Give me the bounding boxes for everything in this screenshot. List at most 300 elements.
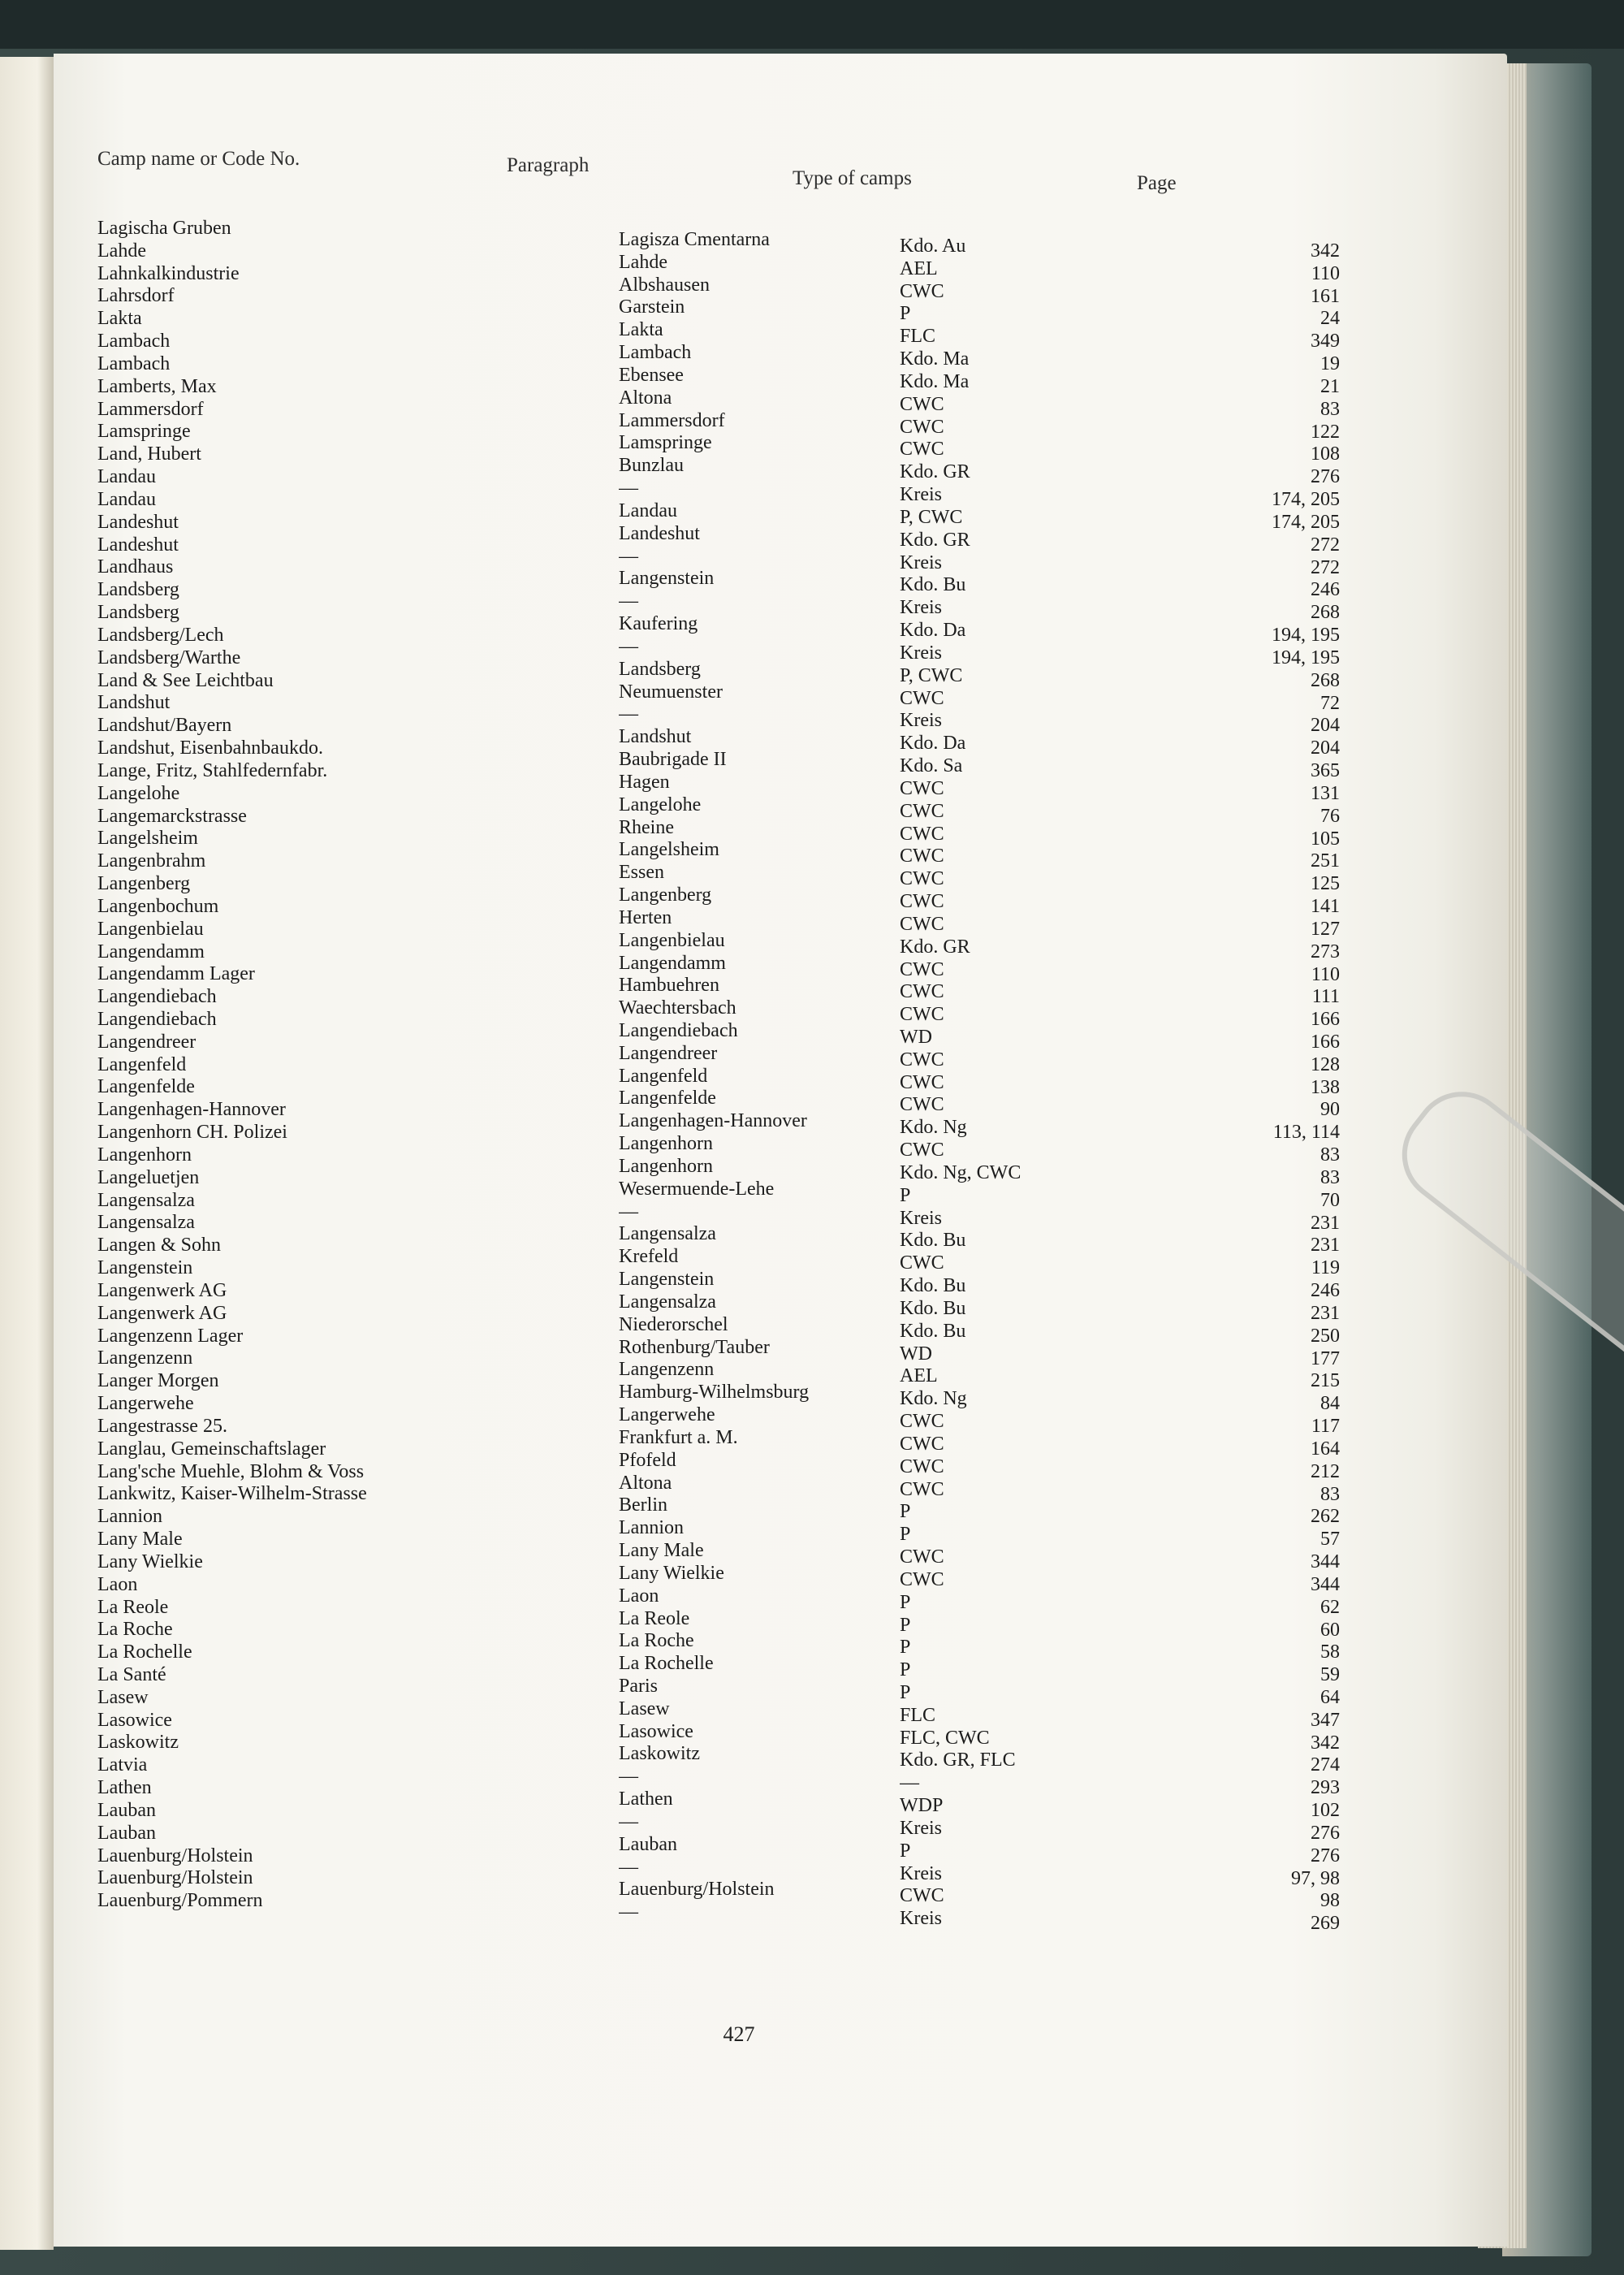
camp-name-entry: Lambach	[97, 352, 171, 374]
paragraph-entry: Lahde	[619, 251, 667, 273]
camp-type-entry: Kdo. Bu	[900, 1297, 966, 1319]
page-reference-entry: 117	[1311, 1416, 1340, 1438]
paragraph-entry: Hagen	[619, 771, 670, 793]
paragraph-entry: Lathen	[619, 1788, 673, 1810]
page-reference-entry: 58	[1320, 1641, 1340, 1663]
camp-name-entry: Lammersdorf	[97, 398, 204, 420]
paragraph-entry: Langensalza	[619, 1223, 716, 1245]
camp-name-entry: Langenfeld	[97, 1053, 187, 1075]
camp-name-entry: Langeluetjen	[97, 1166, 200, 1188]
camp-name-entry: Langendamm	[97, 941, 205, 962]
camp-type-entry: WD	[900, 1026, 932, 1048]
camp-type-entry: Kreis	[900, 551, 942, 573]
paragraph-entry: Altona	[619, 387, 672, 409]
paragraph-entry: Langelsheim	[619, 839, 719, 861]
paragraph-entry: Langenzenn	[619, 1359, 715, 1381]
paragraph-entry: Langelohe	[619, 794, 702, 815]
paragraph-entry: Langenberg	[619, 884, 712, 906]
page-reference-entry: 97, 98	[1291, 1867, 1340, 1889]
page-reference-entry: 125	[1311, 873, 1340, 895]
camp-name-entry: Langemarckstrasse	[97, 805, 247, 827]
camp-type-entry: Kdo. Ma	[900, 370, 970, 392]
camp-type-entry: Kdo. GR	[900, 936, 970, 958]
camp-name-entry: Lambach	[97, 331, 171, 352]
camp-type-entry: Kreis	[900, 710, 942, 732]
paragraph-entry: Berlin	[619, 1494, 667, 1516]
camp-type-entry: P	[900, 1659, 911, 1681]
camp-type-entry: P	[900, 1501, 911, 1523]
paragraph-entry: Baubrigade II	[619, 749, 727, 771]
paragraph-entry: Langenfeld	[619, 1065, 708, 1087]
camp-type-entry: CWC	[900, 1049, 944, 1070]
page-reference-entry: 105	[1311, 828, 1340, 850]
paragraph-entry: Niederorschel	[619, 1313, 728, 1335]
camp-type-entry: CWC	[900, 1252, 944, 1274]
camp-name-entry: Langensalza	[97, 1212, 195, 1234]
camp-type-entry: FLC, CWC	[900, 1727, 990, 1749]
page-reference-entry: 276	[1311, 1845, 1340, 1866]
camp-name-entry: Lahrsdorf	[97, 285, 175, 307]
camp-type-entry: Kreis	[900, 484, 942, 506]
camp-name-entry: Latvia	[97, 1754, 148, 1776]
page-reference-entry: 90	[1320, 1099, 1340, 1121]
camp-type-entry: Kdo. Ng	[900, 1117, 967, 1139]
paragraph-entry: Rothenburg/Tauber	[619, 1336, 770, 1358]
paragraph-entry: Lany Male	[619, 1540, 704, 1562]
camp-type-entry: Kdo. GR	[900, 529, 970, 551]
page-reference-entry: 246	[1311, 1280, 1340, 1302]
page-reference-entry: 127	[1311, 918, 1340, 940]
page-reference-entry: 231	[1311, 1302, 1340, 1324]
camp-type-entry: CWC	[900, 1004, 944, 1026]
camp-type-entry: CWC	[900, 823, 944, 845]
camp-type-entry: Kreis	[900, 1908, 942, 1930]
page-reference-entry: 365	[1311, 760, 1340, 782]
camp-type-entry: CWC	[900, 1140, 944, 1161]
camp-name-entry: Landshut, Eisenbahnbaukdo.	[97, 737, 323, 759]
page-reference-entry: 177	[1311, 1347, 1340, 1369]
page-reference-entry: 102	[1311, 1800, 1340, 1822]
camp-type-entry: AEL	[900, 257, 938, 279]
paragraph-entry: Langerwehe	[619, 1404, 715, 1426]
page-reference-entry: 174, 205	[1272, 511, 1340, 533]
camp-name-entry: Laon	[97, 1573, 138, 1595]
camp-type-entry: Kreis	[900, 1207, 942, 1229]
camp-name-entry: Landshut/Bayern	[97, 715, 232, 737]
camp-type-entry: CWC	[900, 1885, 944, 1907]
camp-type-entry: Kdo. Bu	[900, 574, 966, 596]
header-page: Page	[1137, 172, 1177, 194]
paragraph-entry: Lammersdorf	[619, 409, 725, 431]
camp-name-entry: Landsberg	[97, 579, 179, 601]
page-reference-entry: 57	[1320, 1529, 1340, 1551]
camp-type-entry: P	[900, 1184, 911, 1206]
camp-type-entry: P	[900, 1591, 911, 1613]
camp-name-entry: Langenhagen-Hannover	[97, 1099, 286, 1121]
camp-type-entry: Kdo. GR, FLC	[900, 1750, 1016, 1771]
page-reference-entry: 342	[1311, 1732, 1340, 1754]
camp-type-entry: CWC	[900, 981, 944, 1003]
camp-name-entry: Langen & Sohn	[97, 1235, 221, 1256]
paragraph-entry: Krefeld	[619, 1246, 679, 1268]
camp-type-entry: CWC	[900, 393, 944, 415]
page-reference-entry: 204	[1311, 715, 1340, 737]
camp-type-entry: CWC	[900, 1568, 944, 1590]
camp-name-entry: Lagischa Gruben	[97, 218, 231, 239]
page-reference-entry: 349	[1311, 331, 1340, 352]
page-reference-entry: 131	[1311, 782, 1340, 804]
paragraph-entry: La Reole	[619, 1607, 690, 1629]
camp-name-entry: Landhaus	[97, 556, 174, 578]
camp-name-entry: Lankwitz, Kaiser-Wilhelm-Strasse	[97, 1483, 367, 1505]
page-reference-entry: 84	[1320, 1393, 1340, 1415]
paragraph-entry: —	[619, 703, 638, 725]
paragraph-entry: Paris	[619, 1676, 658, 1697]
page-reference-entry: 251	[1311, 850, 1340, 872]
camp-type-entry: CWC	[900, 958, 944, 980]
paragraph-entry: —	[619, 478, 638, 500]
paragraph-entry: Hamburg-Wilhelmsburg	[619, 1382, 810, 1403]
camp-name-entry: La Reole	[97, 1596, 169, 1618]
camp-type-entry: Kdo. Bu	[900, 1230, 966, 1252]
paragraph-entry: Laskowitz	[619, 1743, 700, 1765]
camp-name-entry: Langendamm Lager	[97, 963, 255, 985]
page-reference-entry: 110	[1311, 963, 1340, 985]
paragraph-entry: Landshut	[619, 726, 692, 748]
paragraph-entry: La Roche	[619, 1630, 694, 1652]
page-reference-entry: 83	[1320, 398, 1340, 420]
page-reference-entry: 161	[1311, 285, 1340, 307]
camp-type-entry: Kdo. Da	[900, 620, 966, 642]
page-reference-entry: 62	[1320, 1596, 1340, 1618]
camp-type-entry: CWC	[900, 868, 944, 890]
paragraph-entry: —	[619, 1856, 638, 1878]
page-reference-entry: 59	[1320, 1664, 1340, 1686]
page-reference-entry: 272	[1311, 556, 1340, 578]
camp-type-entry: P, CWC	[900, 506, 963, 528]
camp-type-entry: CWC	[900, 800, 944, 822]
camp-type-entry: Kdo. Bu	[900, 1320, 966, 1342]
camp-name-entry: Langenfelde	[97, 1076, 195, 1098]
camp-name-entry: Landau	[97, 466, 156, 488]
camp-name-entry: Langendiebach	[97, 1008, 217, 1030]
page-reference-entry: 83	[1320, 1483, 1340, 1505]
camp-name-entry: Langensalza	[97, 1189, 195, 1211]
page-reference-entry: 113, 114	[1272, 1122, 1340, 1144]
camp-type-entry: Kdo. Ng, CWC	[900, 1161, 1021, 1183]
paragraph-entry: Essen	[619, 862, 664, 884]
paragraph-entry: Langenstein	[619, 1269, 715, 1291]
camp-name-entry: La Rochelle	[97, 1641, 192, 1663]
paragraph-entry: Lagisza Cmentarna	[619, 229, 770, 250]
camp-type-entry: CWC	[900, 1546, 944, 1568]
camp-name-entry: Land & See Leichtbau	[97, 669, 274, 691]
camp-name-entry: Lakta	[97, 308, 142, 330]
paragraph-entry: Langenhorn	[619, 1155, 713, 1177]
camp-name-entry: Landeshut	[97, 511, 179, 533]
paragraph-entry: Bunzlau	[619, 455, 684, 477]
camp-type-entry: AEL	[900, 1365, 938, 1387]
page-reference-entry: 98	[1320, 1890, 1340, 1912]
camp-name-entry: Langerwehe	[97, 1393, 194, 1415]
camp-name-entry: La Roche	[97, 1619, 173, 1641]
page-reference-entry: 122	[1311, 421, 1340, 443]
camp-type-entry: P	[900, 1524, 911, 1546]
camp-name-entry: Lahde	[97, 240, 146, 262]
page-reference-entry: 272	[1311, 534, 1340, 556]
camp-type-entry: CWC	[900, 913, 944, 935]
camp-name-entry: Langenzenn Lager	[97, 1325, 244, 1347]
paragraph-entry: —	[619, 1200, 638, 1222]
camp-name-entry: Langenbochum	[97, 895, 219, 917]
camp-type-entry: CWC	[900, 416, 944, 438]
camp-type-entry: P, CWC	[900, 664, 963, 686]
paragraph-entry: —	[619, 635, 638, 657]
camp-name-entry: Landsberg/Lech	[97, 624, 224, 646]
left-page-edge	[0, 57, 54, 2250]
page-reference-entry: 76	[1320, 805, 1340, 827]
camp-name-entry: Lathen	[97, 1777, 152, 1799]
camp-name-entry: Langer Morgen	[97, 1370, 219, 1392]
header-type-of-camps: Type of camps	[793, 167, 912, 189]
page-reference-entry: 268	[1311, 669, 1340, 691]
camp-type-entry: Kdo. Bu	[900, 1275, 966, 1297]
paragraph-entry: Albshausen	[619, 274, 710, 296]
paragraph-entry: Langenfelde	[619, 1088, 716, 1109]
paragraph-entry: La Rochelle	[619, 1653, 714, 1675]
camp-type-entry: CWC	[900, 687, 944, 709]
camp-type-entry: Kreis	[900, 1862, 942, 1884]
page-reference-entry: 215	[1311, 1370, 1340, 1392]
camp-name-entry: Langenbielau	[97, 918, 204, 940]
page-reference-entry: 108	[1311, 443, 1340, 465]
camp-name-entry: Langelohe	[97, 782, 180, 804]
camp-type-entry: P	[900, 1614, 911, 1636]
page-reference-entry: 70	[1320, 1189, 1340, 1211]
paragraph-entry: Laon	[619, 1585, 659, 1607]
header-camp-name: Camp name or Code No.	[97, 148, 300, 170]
camp-name-entry: Laskowitz	[97, 1732, 179, 1754]
paragraph-entry: Lamspringe	[619, 432, 712, 454]
page-reference-entry: 194, 195	[1272, 625, 1340, 647]
page-reference-entry: 262	[1311, 1506, 1340, 1528]
paragraph-entry: Kaufering	[619, 613, 698, 635]
camp-name-entry: Lauban	[97, 1822, 156, 1844]
camp-name-entry: Land, Hubert	[97, 443, 201, 465]
paragraph-entry: Lambach	[619, 342, 692, 364]
camp-name-entry: Lauenburg/Pommern	[97, 1890, 263, 1912]
page-reference-entry: 19	[1320, 353, 1340, 375]
paragraph-column	[619, 229, 887, 1924]
camp-type-entry: FLC	[900, 326, 936, 348]
camp-type-entry: Kreis	[900, 642, 942, 664]
paragraph-entry: Lauban	[619, 1833, 677, 1855]
camp-type-entry: FLC	[900, 1704, 936, 1726]
paragraph-entry: Pfofeld	[619, 1449, 676, 1471]
page-reference-entry: 212	[1311, 1460, 1340, 1482]
page-reference-entry: 21	[1320, 375, 1340, 397]
camp-type-entry: Kreis	[900, 597, 942, 619]
camp-name-entry: Lauenburg/Holstein	[97, 1845, 253, 1866]
camp-name-entry: Lasew	[97, 1686, 149, 1708]
camp-type-entry: —	[900, 1772, 919, 1794]
camp-name-entry: Landsberg	[97, 602, 179, 624]
camp-name-entry: Landsberg/Warthe	[97, 647, 241, 668]
camp-name-entry: Landeshut	[97, 534, 179, 556]
camp-name-entry: Langenstein	[97, 1257, 193, 1279]
camp-type-entry: CWC	[900, 777, 944, 799]
camp-name-entry: Langenbrahm	[97, 850, 206, 872]
camp-type-entry: CWC	[900, 1411, 944, 1433]
camp-name-entry: Lamberts, Max	[97, 375, 217, 397]
page-reference-entry: 347	[1311, 1709, 1340, 1731]
paragraph-entry: Hambuehren	[619, 975, 719, 997]
page-reference-entry: 111	[1311, 986, 1340, 1008]
camp-type-entry: WD	[900, 1343, 932, 1365]
camp-name-entry: Langenwerk AG	[97, 1279, 227, 1301]
camp-type-entry: P	[900, 1840, 911, 1862]
camp-name-entry: Langenhorn	[97, 1144, 192, 1166]
page-reference-entry: 128	[1311, 1053, 1340, 1075]
paragraph-entry: Langendiebach	[619, 1019, 738, 1041]
camp-type-entry: Kdo. GR	[900, 461, 970, 483]
page-reference-entry: 293	[1311, 1777, 1340, 1799]
camp-type-entry: Kdo. Ma	[900, 348, 970, 370]
page-reference-entry: 204	[1311, 737, 1340, 759]
camp-name-entry: Lasowice	[97, 1709, 172, 1731]
camp-type-entry: Kdo. Au	[900, 236, 966, 257]
paragraph-entry: Langenstein	[619, 568, 715, 590]
header-paragraph: Paragraph	[507, 154, 590, 176]
paragraph-entry: Langenhagen-Hannover	[619, 1110, 807, 1132]
paragraph-entry: Herten	[619, 906, 672, 928]
paragraph-entry: Lauenburg/Holstein	[619, 1879, 775, 1901]
page-reference-entry: 141	[1311, 896, 1340, 918]
page-reference-entry: 166	[1311, 1031, 1340, 1053]
page-reference-entry: 138	[1311, 1076, 1340, 1098]
camp-type-entry: CWC	[900, 1455, 944, 1477]
camp-name-entry: Lahnkalkindustrie	[97, 262, 240, 284]
camp-type-entry: WDP	[900, 1795, 944, 1817]
paragraph-entry: Landeshut	[619, 522, 700, 544]
paragraph-entry: —	[619, 1766, 638, 1788]
camp-name-entry: Lauban	[97, 1799, 156, 1821]
camp-name-entry: Langendreer	[97, 1031, 197, 1053]
paragraph-entry: Langensalza	[619, 1291, 716, 1313]
page-reference-entry: 344	[1311, 1551, 1340, 1573]
camp-name-entry: Langlau, Gemeinschaftslager	[97, 1438, 326, 1460]
camp-name-entry: Lany Male	[97, 1529, 183, 1551]
page-reference-entry: 174, 205	[1272, 489, 1340, 511]
type-of-camps-column	[900, 236, 1103, 1931]
paragraph-entry: Frankfurt a. M.	[619, 1426, 738, 1448]
camp-type-entry: CWC	[900, 280, 944, 302]
camp-type-entry: CWC	[900, 1478, 944, 1500]
paragraph-entry: —	[619, 545, 638, 567]
camp-type-entry: Kdo. Ng	[900, 1388, 967, 1410]
camp-type-entry: CWC	[900, 1071, 944, 1093]
page-reference-entry: 269	[1311, 1913, 1340, 1935]
paragraph-entry: Landau	[619, 500, 677, 521]
page-reference-entry: 72	[1320, 692, 1340, 714]
page-reference-entry: 64	[1320, 1687, 1340, 1708]
paragraph-entry: Langendreer	[619, 1042, 718, 1064]
page-reference-entry: 273	[1311, 941, 1340, 962]
camp-type-entry: Kdo. Sa	[900, 755, 963, 777]
camp-name-entry: Langenberg	[97, 873, 191, 895]
camp-type-entry: Kreis	[900, 1817, 942, 1839]
page-reference-entry: 166	[1311, 1009, 1340, 1031]
paragraph-entry: —	[619, 590, 638, 612]
paragraph-entry: Langenbielau	[619, 929, 725, 951]
paragraph-entry: Langendamm	[619, 952, 726, 974]
camp-type-entry: CWC	[900, 891, 944, 913]
camp-name-entry: Lany Wielkie	[97, 1551, 203, 1572]
page-reference-entry: 231	[1311, 1212, 1340, 1234]
paragraph-entry: Neumuenster	[619, 681, 723, 703]
page-reference-entry: 276	[1311, 466, 1340, 488]
paragraph-entry: Lany Wielkie	[619, 1562, 724, 1584]
camp-type-entry: CWC	[900, 1094, 944, 1116]
camp-name-entry: Landau	[97, 488, 156, 510]
page-reference-entry: 274	[1311, 1754, 1340, 1776]
page-reference-entry: 83	[1320, 1166, 1340, 1188]
page-reference-entry: 268	[1311, 602, 1340, 624]
camp-name-entry: Lang'sche Muehle, Blohm & Voss	[97, 1460, 365, 1482]
camp-type-entry: P	[900, 1637, 911, 1659]
camp-name-entry: Langelsheim	[97, 828, 198, 850]
camp-name-entry: Lamspringe	[97, 421, 191, 443]
paragraph-entry: Lakta	[619, 319, 663, 341]
page-reference-entry: 60	[1320, 1619, 1340, 1641]
camp-type-entry: CWC	[900, 439, 944, 461]
page-reference-entry: 250	[1311, 1325, 1340, 1347]
page-reference-entry: 83	[1320, 1144, 1340, 1166]
camp-name-column	[97, 218, 455, 1913]
page-reference-entry: 342	[1311, 240, 1340, 262]
paragraph-entry: Waechtersbach	[619, 997, 736, 1019]
camp-name-entry: Langestrasse 25.	[97, 1415, 227, 1437]
camp-name-entry: Lange, Fritz, Stahlfedernfabr.	[97, 759, 328, 781]
paragraph-entry: Altona	[619, 1472, 672, 1494]
page-reference-entry: 276	[1311, 1822, 1340, 1844]
page-reference-entry: 119	[1311, 1257, 1340, 1279]
page-reference-entry: 194, 195	[1272, 647, 1340, 668]
camp-type-entry: CWC	[900, 1433, 944, 1455]
page-reference-entry: 344	[1311, 1573, 1340, 1595]
paragraph-entry: Lasew	[619, 1698, 670, 1719]
camp-name-entry: Langenwerk AG	[97, 1302, 227, 1324]
camp-type-entry: P	[900, 1682, 911, 1703]
paragraph-entry: Lasowice	[619, 1720, 693, 1742]
paragraph-entry: —	[619, 1810, 638, 1832]
camp-name-entry: Lannion	[97, 1506, 162, 1528]
camp-name-entry: Langendiebach	[97, 986, 217, 1008]
camp-name-entry: Landshut	[97, 692, 171, 714]
page-reference-entry: 24	[1320, 308, 1340, 330]
paragraph-entry: —	[619, 1901, 638, 1923]
paragraph-entry: Lannion	[619, 1517, 684, 1539]
paragraph-entry: Rheine	[619, 816, 674, 838]
paragraph-entry: Ebensee	[619, 364, 684, 386]
page-reference-entry: 164	[1311, 1438, 1340, 1460]
camp-name-entry: La Santé	[97, 1664, 166, 1685]
camp-type-entry: CWC	[900, 846, 944, 867]
paragraph-entry: Garstein	[619, 296, 685, 318]
camp-name-entry: Lauenburg/Holstein	[97, 1867, 253, 1889]
page-reference-entry: 110	[1311, 262, 1340, 284]
paragraph-entry: Landsberg	[619, 658, 701, 680]
